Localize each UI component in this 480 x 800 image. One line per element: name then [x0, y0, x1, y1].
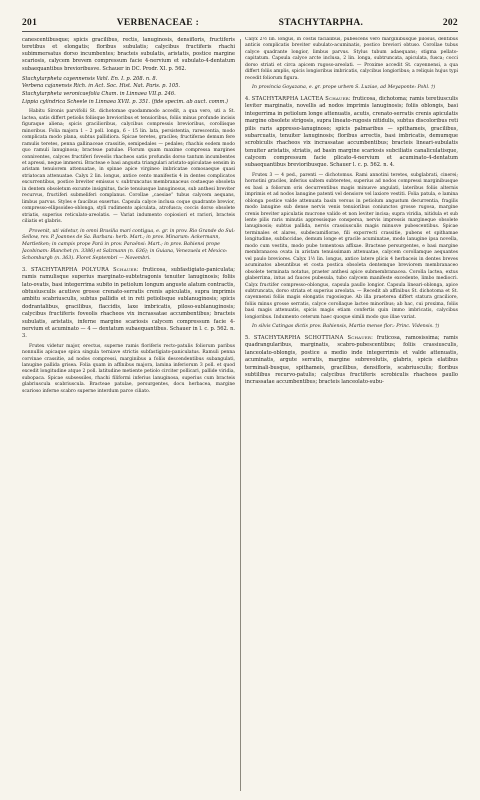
left-column [22, 37, 235, 797]
two-column-body [22, 37, 458, 797]
column-divider [240, 39, 241, 791]
diagnosis-continued: canescentibusque; spicis gracilibus, rectis, lanuginosis, densifloris, fructiferis teretibus et elongatis; floribus subulatis; calycibus fructiferis rhachi subimmersatus dorso incumbentes; bracteis subulatis, aristatis, postice margine scariosis, calycem brevem compressum facie 4-nervium et subulato-4-dentatum subaequantibus brevioribusve. Schauer in DC. Prodr. XI. p. 562. [22, 37, 235, 72]
species-5-heading [245, 335, 458, 387]
species-3-description-continued: Calyx 2½ lin. longus, in costis facialibus, pubescens vero marginibusque pilosus, dentibus anticis complicatis breviter subulato-acuminatis, postico breviori obtuso. Corollae tubus calyce quadrante longior, limbus parvus. Stylus tubum adaequans; stigma pellato-capitatum. Capsula calyce arcte inclusa, 2 lin. longa, subtruncata, apiculata, fusca; cocci dorso striati et circa apicem rugoso-areolati. — Proxime accedit St. cayennensi, a qua differt foliis amplis, spicis longioribus imbricatis, calycibus longioribus; a reliquis hujus typi recedit foliorum figura. [245, 37, 458, 81]
description-paragraph: Habitu Sironis parvifolii St. dichotomae quodammodo accedit, a qua vero, uti a St. lactea, satis differt petiolis foliisque brevioribus et tenuioribus, foliis minus profunde incisis figuraque aliena; spicis gracilioribus, calycibus compressis brevioribus, corollisque minoribus. Folia majora 1 – 2 poll. longa, 6 – 15 lin. lata, persistentia, rarescentia, modo complicata modo plana, subtus pallidiora. Spicae teretes, graciles; fructiferae demum fere ramulis teretes, penna gallinaceae crassitie, semipedales — pedales; rhachis eodem modo quo ramuli lanuginosa; bracteae patulae. Florum quam maxime compressa margines conniventes, calyces fructiferi foveolis rhacheos satis profundis dorso tantum incumbentes et apressi, neque immersi. Bracteae e basi angusta triangulari aristato-apiculatae sensim in aristam tenuiorem attenuatae, in spinae apice virgineo imbricatae comosaeque quasi striatocan attenuatae. Calyx 2 lin. longus, antice cento manifestis 4 in dentes complicatos excurrentibus, postice breviter emissus v. subtruncatus membranaceus costaeque obsoleta in dentem obsoletum excunte insignitus, facie tenuiusque lanuginosus, sub anthesi breviter recurvus, fructiferi submeliferi complanus. Corollae „caesiae“ tubus calycem aequans, limbus parvus. Styles e faucibus exsertus. Capsula calyce inclusa coque quadrante brevior, compresso-ellipsoideo-oblonga, stylì rudimento apiculata, atrofusca; coccis dorso obsolete striatis, superius reticulato-areolatis. — Variat indumento copiosiori et rariori, bracteis ciliatis et glabris. [22, 109, 235, 225]
running-head [22, 18, 458, 32]
species-3-number: 3. [22, 266, 27, 273]
species-4-number: 4. [245, 96, 250, 103]
synonym-1: Stachytarpheta cayennensis Vahl. En. I. p. 208. n. 8. [22, 75, 158, 82]
species-5-author: Schauer [347, 335, 372, 342]
running-title-left: VERBENACEAE : [116, 18, 200, 28]
locality-paragraph: Provenit, uti videtur, in omni Brasilia mari contigua, e. gr. in prov. Rio Grande do Sul: Sellow, rev. P. Joannes de Sa. Barbara: herb. Mart.; in prov. Minarum: Ackermann, Martletken; in campis prope Pará in prov. Paraënsi: Mart.; in prov. Bahiensi prope Jacobinam: Blanchet (n. 3386) et Salzmann (n. 636); in Guiana, Venezuela et Mexico: Schomburgh (n. 363). Floret Septembri — Novembri. [22, 228, 235, 261]
species-4-description: Frutex 3 — 4 ped., parenti — dichotomus. Rami annotini teretes, subglabrati, cinerei; hornotini graciles, inferius saltem subteretes, superius ad nodos compressi marginibusque ex basi a foliorum oris decurrentibus magis minusve angulati, lateribus foliis alternis imprimis et ad nodos lanugine patenti vel densiore vel laxiore vestiti. Folia patula, e lamina oblonga postice valde attenuata basin versus in petiolum angustum decurrentia, fragilis modo lanugine sub dense nervis venis tenuioribus coniunctos grosse rugosa, margine crenis breviter apiculatis mucrone valido et non leviter incisa; supra viridia, nitidula et sub lente pilis raris minutis appressisque conspersa, nervis impressis margineque obsolete lanuginosis; subtus pallida, nervis crassiusculis magis minusve pubescentibus. Spicae terminales et alares, subdecamiflorae, fili exporrecti crassitie, pubens et spithamae longitudine, subfaccidae, demum longe et gracile acuminatae, modo lanugine ipsa novella, modo cum vestitu, modo pube tomentosa affixae. Bracteae persurgentes, e basi margine membranacea ovata in aristam tenuissimam attenuatae, calycem corollamque aequantes vel paulo breviores. Calyx 1½ lin. longus, antice latere plicis 4 herbaceis in dentes breves acuminatos abeuntibus et costa postica obsoleta dentemque breviorem membranaceo obsolete terminata notatus, praeter anthesi apice submembranacea. Corolla lactea, extus glaberrima, intus ad fauces pubesula, tubo calycem manifeste excedente, limbo mediocri. Calyx fructifer compresso-oblongus, capsula paullo longior. Capsula lineari-oblonga, apice subtruncata, dorso striata et superius areolata. — Recedit ab affinibus St. dichotoma et St. cayennensi foliis magis elongatis rugosisque. Ab illa praeterea differt statura graciliore, foliis minus grosse serratis, calyce corollaque lacteo minoribus; ab hac, cui proxima, foliis basi magis attenuatis, spicis magis etiam confertis quin immo imbricatis, calycibus longioribus. Indumento ceterum haec quoque simili modo quo illae variat. [245, 172, 458, 320]
species-4-locality: In silvis Catingas dictis prov. Bahiensis, Martio mense flor.: Princ. Vidensis. †) [252, 324, 440, 330]
species-3-heading [22, 267, 235, 341]
species-3-diagnosis: : fruticosa, subfastigiato-paniculata; ramis ramulisque superius marginato-subtetragonis tenuiter lanuginosis; foliis lato-ovatis, basi integerrima subito in petiolum longum anguste alatum contractis, obtusiusculis acutisve grosse crenato-serratis crenis apiculatis, supra imprimis ambitu scabriusculis, subtus pallidis et in reti petiolisque sublanuginosis; spicis dodrantalibus, gracilibus, flaccidis, laxe imbricatis, piloso-sublanuginosis; calycibus fructiferis foveolis rhacheos vix incrassatae accumbentibus; bracteis subulatis, aristatis, inferne margine scariosis calycem compressum facie 4-nervium et acuminato — 4 — dentatum subaequantibus. Schauer in l. c. p. 562. n. 3. [22, 266, 236, 340]
species-5-number: 5. [245, 335, 250, 342]
species-3-author: Schauer [113, 266, 137, 273]
species-4-heading [245, 96, 458, 170]
species-4-author: Schauer [325, 96, 349, 103]
species-4-name: STACHYTARPHA LACTEA [251, 96, 324, 103]
species-3-locality: In provincia Goyazana, e. gr. prope urbem S. Luziae, ad Meyaponte: Pohl. †) [252, 85, 436, 91]
page-number-left: 201 [22, 18, 38, 28]
right-column [245, 37, 458, 797]
species-3-description: Frutex videtur major, erectus, superne ramis floriferis recto-patulis foliorum paribus nonnullis apicaque spica singula terniave strictis subfastigiato-paniculatus. Ramuli penna corvinae crassitie, ad nodos compressi, marginibus a foliis descendentibus subangulati, lanugine pallida grisea. Folia quam in affinibus majora, lamina inferiorum 3 poll. et quod excedit longitudine atque 2 poll. latitudine metiente petiolo circiter pollicari, pallide viridia, subopaca. Spicae subsessiles, rhachi filiformi inferius lanuginosa, superius cum bracteis glabriuscula scabriuscula. Bracteae patulae, persurgentes, docu herbacea, margine scarioso inferne scabro superne interdum parce ciliato. [22, 343, 235, 394]
species-3-name: STACHYTARPHA POLYURA [30, 266, 110, 273]
synonym-4: Lippia cylindrica Scheele in Linnaea XVII. p. 351. (fide specim. ab auct. comm.) [22, 98, 228, 105]
synonym-3: Stachytarpheta veronicaefolia Cham. in Linnaea VII.p. 246. [22, 91, 176, 98]
species-4-diagnosis: : fruticosa, dichotoma; ramis teretiusculis leviter marginatis, novellis ad nodos imprimis lanuginosis; foliis oblongis, basi integerrima in petiolum longe attenuatis, acutis, crenato-serratis crenis apiculatis margine obsolete strigosis, supra lineato-rugosis nitidulis, subtus discoloribus reti pilis raris appresso-lanuginoso; spicis palmaribus — spithameis, gracilibus, subarcuatis, tenuiter lanuginosis; floribus arrectis, basi imbricatis, demumque scrobiculis rhacheos vix incrassatae accumbentibus; bracteis lineari-subulatis tenuiter aristatis, striatis, ad basin margine scariosis subciliatis canaliculatisque, calycem compressum facie plicato-4-nervium et acuminato-4-dentatum subaequantibus brevioribusque. Schauer l. c. p. 562. n. 4. [245, 96, 458, 169]
page-number-right: 202 [442, 18, 458, 28]
running-title-right: STACHYTARPHA. [278, 18, 364, 28]
species-5-diagnosis: : fruticosa, ramosissima; ramis quadrangularibus, marginatis, scabro-pubescentibus; foliis crassiusculis, lanceolato-oblongis, postice a medio inde integerrimis et valde attenuatis, acuminatis, argute serratis, margine subrevolutis, glabris, spicis elatibus terminali-busque, spithameis, gracilibus, densifloris, scabriusculis; floribus subtilibus recurvo-patulis; calycibus fructiferis scrobiculis rhacheos paullo incrassatae accumbentibus; bracteis lanceolato-subu- [245, 335, 458, 386]
species-5-name: STACHYTARPHA SCHOTTIANA [253, 335, 344, 342]
synonym-2: Verbena cajanensis Rich. in Act. Soc. Hist. Nat. Paris. p. 105. [22, 83, 180, 90]
